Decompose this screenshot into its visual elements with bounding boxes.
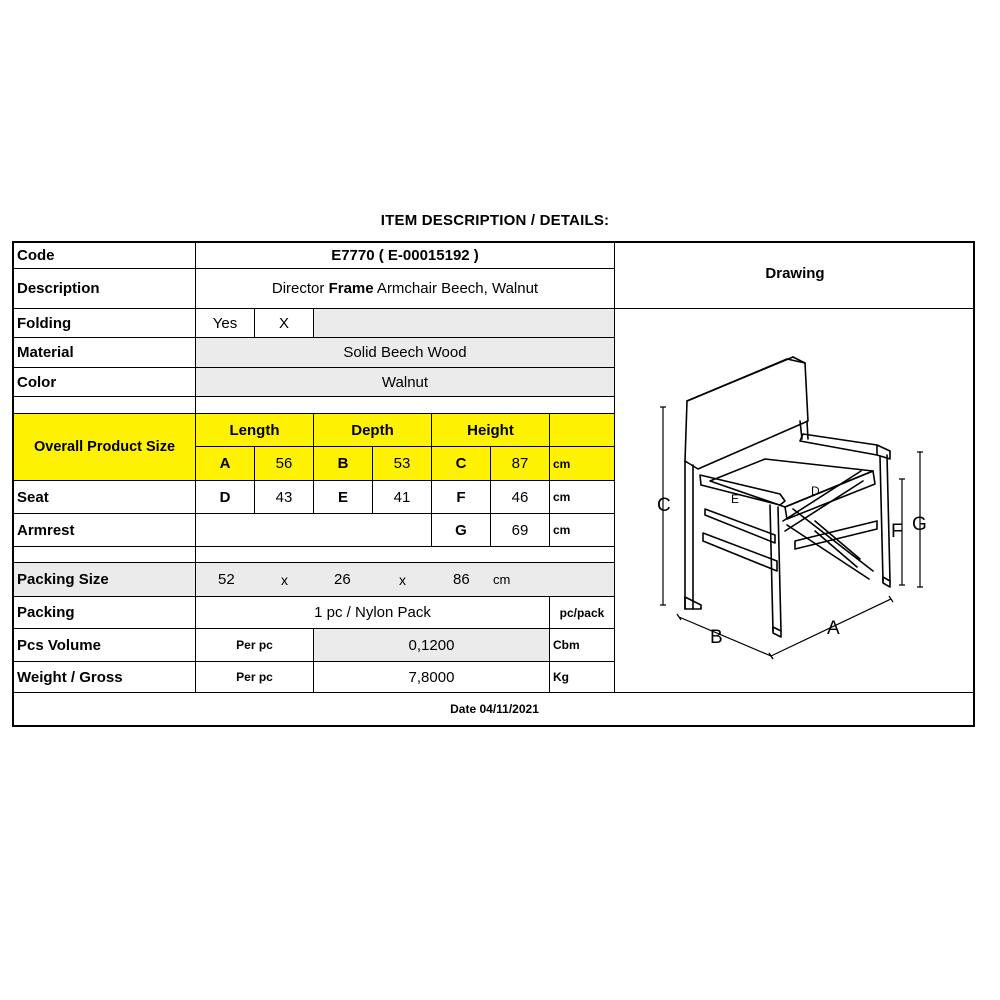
spacer-left	[14, 397, 196, 414]
description-text-start: Director	[271, 280, 329, 297]
dim-value-f: 46	[491, 481, 550, 514]
header-blank	[550, 414, 615, 447]
dim-letter-b: B	[314, 447, 373, 481]
pcs-volume-value: 0,1200	[314, 629, 550, 662]
folding-blank	[314, 309, 615, 338]
dim-letter-g: G	[432, 514, 491, 547]
length-header: Length	[196, 414, 314, 447]
code-value: E7770 ( E-00015192 )	[196, 243, 615, 269]
dim-value-b: 53	[373, 447, 432, 481]
page-title: ITEM DESCRIPTION / DETAILS:	[380, 212, 610, 229]
folding-mark: X	[255, 309, 314, 338]
label-packing: Packing	[14, 597, 196, 629]
dim-line-b	[677, 614, 773, 659]
label-description: Description	[14, 269, 196, 309]
label-overall-size: Overall Product Size	[14, 414, 196, 481]
label-armrest: Armrest	[14, 514, 196, 547]
dim-label-a: A	[827, 618, 840, 639]
dim-label-c: C	[657, 495, 671, 516]
drawing-label: Drawing	[765, 265, 825, 282]
footer-date: Date 04/11/2021	[450, 702, 539, 716]
packing-x2: x	[399, 571, 406, 588]
drawing-cell	[615, 309, 975, 693]
label-seat: Seat	[14, 481, 196, 514]
packing-height: 86	[453, 571, 470, 588]
weight-gross-unit: Kg	[550, 662, 615, 693]
packing-width: 26	[334, 571, 351, 588]
packing-x1: x	[281, 571, 288, 588]
chair-front-leg-right	[880, 455, 890, 581]
dim-label-e: E	[731, 492, 740, 506]
packing-length: 52	[218, 571, 235, 588]
spacer2-right	[196, 547, 615, 563]
label-weight-gross: Weight / Gross	[14, 662, 196, 693]
dim-value-d: 43	[255, 481, 314, 514]
label-code: Code	[14, 243, 196, 269]
spacer2-left	[14, 547, 196, 563]
label-color: Color	[14, 368, 196, 397]
chair-drawing	[615, 309, 975, 693]
dim-value-g: 69	[491, 514, 550, 547]
label-pcs-volume: Pcs Volume	[14, 629, 196, 662]
dim-letter-a: A	[196, 447, 255, 481]
packing-value: 1 pc / Nylon Pack	[196, 597, 550, 629]
label-packing-size: Packing Size	[14, 563, 196, 597]
drawing-header	[615, 243, 975, 309]
dim-letter-d: D	[196, 481, 255, 514]
packing-unit: cm	[493, 572, 511, 587]
label-folding: Folding	[14, 309, 196, 338]
packing-unit-label: pc/pack	[550, 597, 615, 629]
color-value: Walnut	[196, 368, 615, 397]
material-value: Solid Beech Wood	[196, 338, 615, 368]
packing-size-value	[196, 563, 615, 597]
folding-yes: Yes	[196, 309, 255, 338]
label-material: Material	[14, 338, 196, 368]
dim-label-d: D	[811, 484, 820, 498]
item-details-table	[12, 241, 975, 727]
description-value	[196, 269, 615, 309]
spacer-right	[196, 397, 615, 414]
seat-unit: cm	[550, 481, 615, 514]
dim-value-e: 41	[373, 481, 432, 514]
dim-label-g: G	[912, 514, 927, 535]
pcs-volume-per: Per pc	[196, 629, 314, 662]
height-header: Height	[432, 414, 550, 447]
weight-gross-per: Per pc	[196, 662, 314, 693]
dim-value-c: 87	[491, 447, 550, 481]
depth-header: Depth	[314, 414, 432, 447]
dim-label-f: F	[891, 521, 903, 542]
description-text-bold: Frame	[328, 280, 374, 297]
armrest-blank	[196, 514, 432, 547]
weight-gross-value: 7,8000	[314, 662, 550, 693]
description-text-end: Armchair Beech, Walnut	[373, 280, 539, 297]
dim-value-a: 56	[255, 447, 314, 481]
dim-label-b: B	[710, 627, 723, 648]
overall-unit: cm	[550, 447, 615, 481]
chair-back-post-left	[685, 461, 693, 609]
pcs-volume-unit: Cbm	[550, 629, 615, 662]
armrest-unit: cm	[550, 514, 615, 547]
dim-letter-c: C	[432, 447, 491, 481]
dim-letter-e: E	[314, 481, 373, 514]
dim-letter-f: F	[432, 481, 491, 514]
